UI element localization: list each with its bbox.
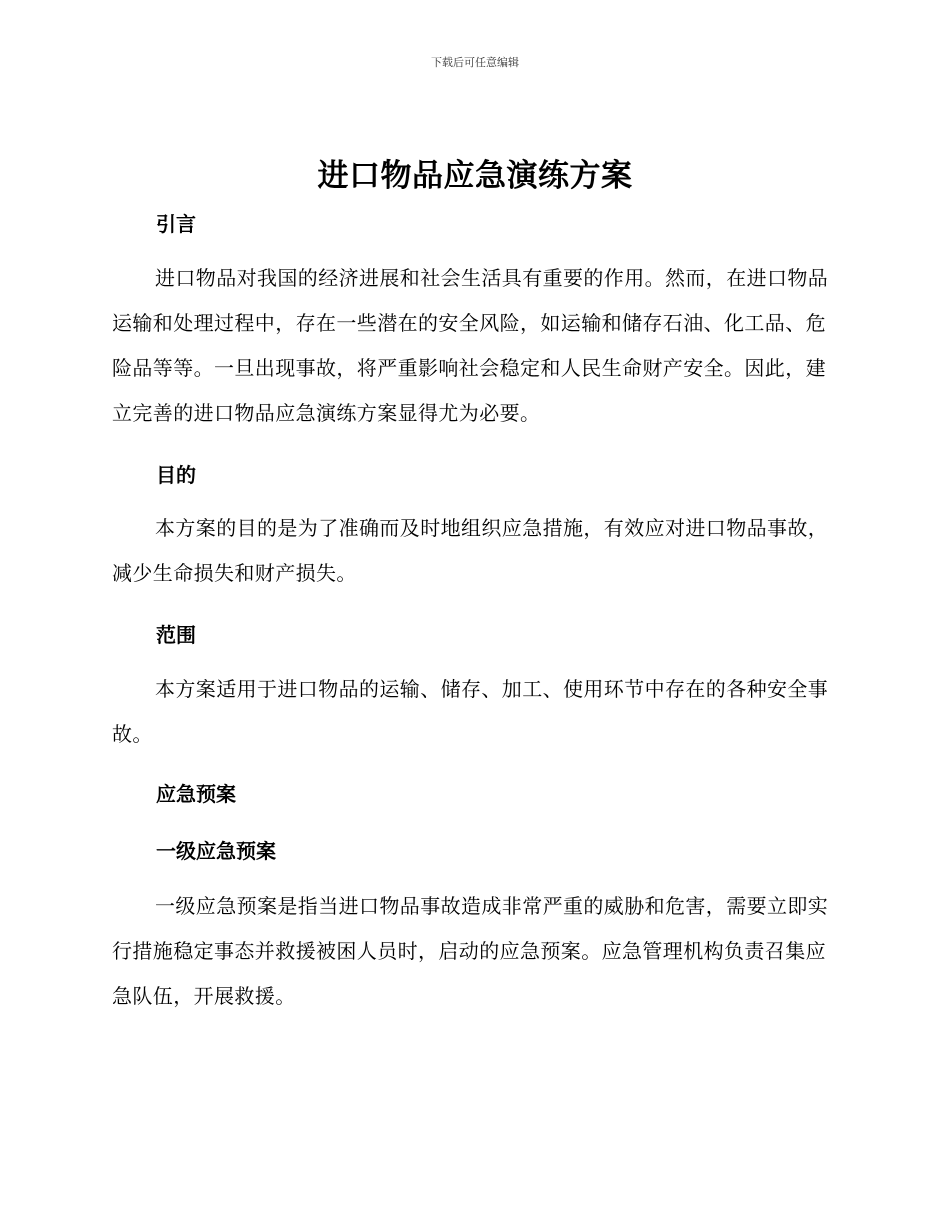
document-title: 进口物品应急演练方案 (317, 158, 633, 194)
section-heading-intro: 引言 (156, 212, 196, 236)
section-text-purpose: 本方案的目的是为了准确而及时地组织应急措施，有效应对进口物品事故，减少生命损失和财产损失。 (112, 516, 829, 585)
section-text-intro: 进口物品对我国的经济进展和社会生活具有重要的作用。然而，在进口物品运输和处理过程中，存在一些潜在的安全风险，如运输和储存石油、化工品、危险品等等。一旦出现事故，将严重影响社会稳定和人民生命财产安全。因此，建立完善的进口物品应急演练方案显得尤为必要。 (112, 266, 829, 425)
header-note: 下载后可任意编辑 (431, 56, 519, 69)
section-text-scope: 本方案适用于进口物品的运输、储存、加工、使用环节中存在的各种安全事故。 (112, 677, 829, 746)
section-heading-plan: 应急预案 (156, 782, 236, 806)
section-heading-level1: 一级应急预案 (156, 839, 276, 863)
section-heading-purpose: 目的 (156, 463, 196, 487)
section-text-level1: 一级应急预案是指当进口物品事故造成非常严重的威胁和危害，需要立即实行措施稳定事态并救援被困人员时，启动的应急预案。应急管理机构负责召集应急队伍，开展救援。 (112, 894, 829, 1008)
section-heading-scope: 范围 (156, 623, 196, 647)
